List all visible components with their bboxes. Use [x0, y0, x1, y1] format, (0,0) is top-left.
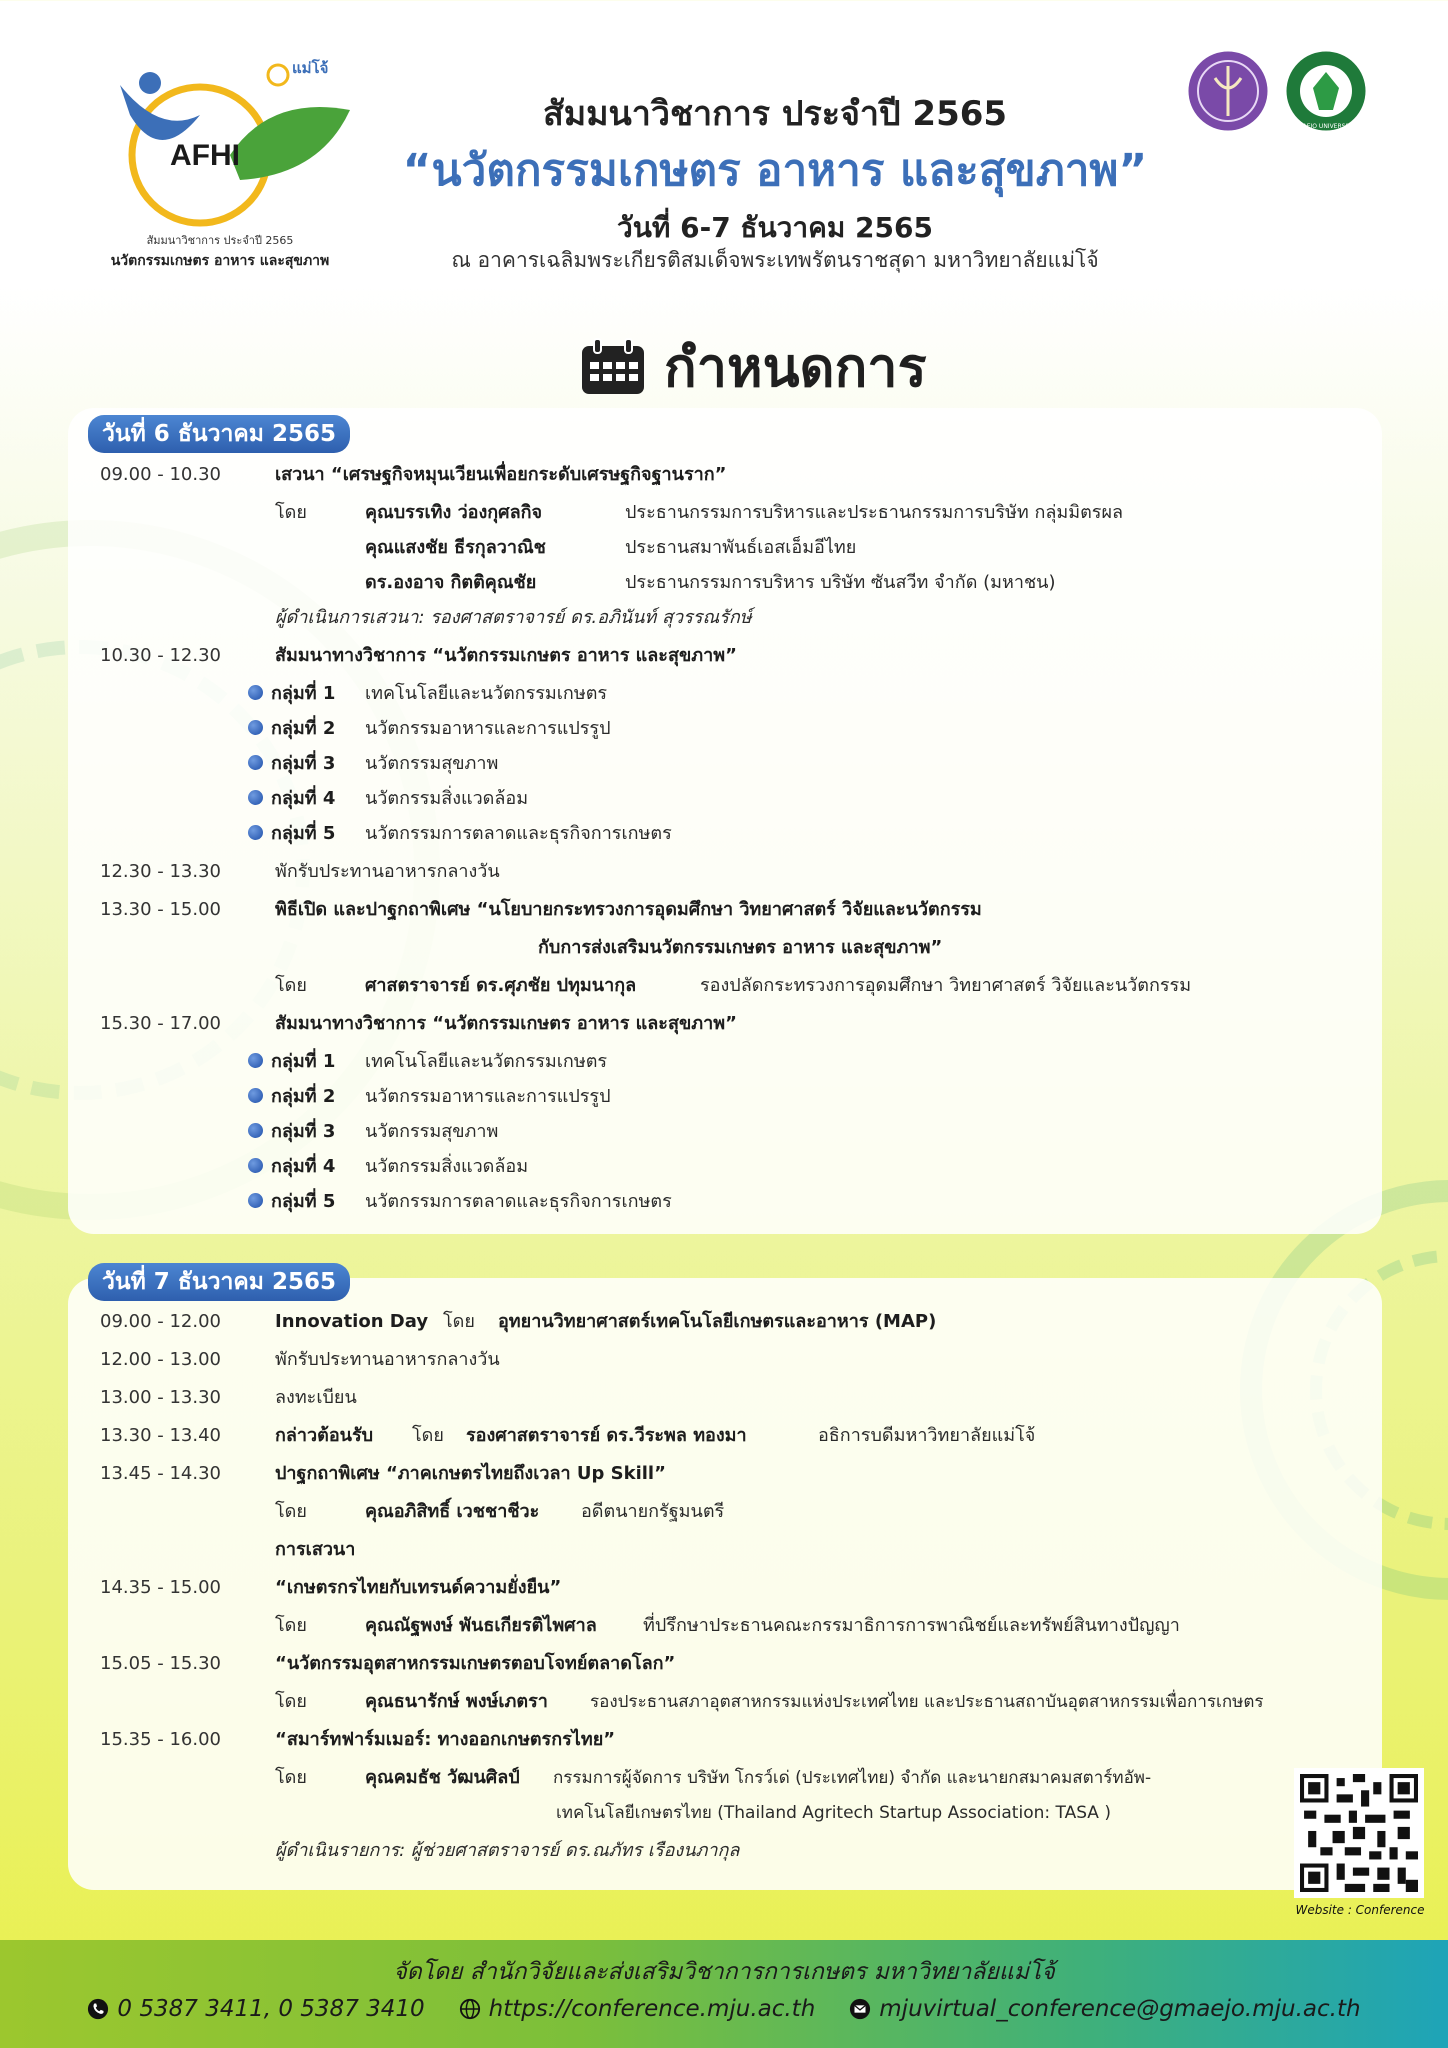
day1-session-panel-discussion — [100, 458, 1360, 492]
group-name: นวัตกรรมสิ่งแวดล้อม — [365, 788, 529, 809]
group-label: กลุ่มที่ 4 — [271, 788, 336, 809]
moderator: ผู้ดำเนินการเสวนา: รองศาสตราจารย์ ดร.อภินันท์ สุวรรณรักษ์ — [275, 607, 752, 628]
session-title: ลงทะเบียน — [275, 1387, 357, 1408]
group-item — [100, 817, 1360, 851]
time: 12.00 - 13.00 — [100, 1349, 221, 1370]
qr-caption: Website : Conference — [1295, 1903, 1425, 1917]
speaker-name: คุณแสงชัย ธีรกุลวาณิช — [365, 537, 546, 558]
speaker-row — [100, 496, 1360, 530]
time: 13.30 - 15.00 — [100, 899, 221, 920]
time: 13.00 - 13.30 — [100, 1387, 221, 1408]
time: 13.45 - 14.30 — [100, 1463, 221, 1484]
group-name: เทคโนโลยีและนวัตกรรมเกษตร — [365, 683, 608, 704]
day2-badge: วันที่ 7 ธันวาคม 2565 — [88, 1263, 350, 1301]
footer-organizer: จัดโดย สำนักวิจัยและส่งเสริมวิชาการการเกษตร มหาวิทยาลัยแม่โจ้ — [393, 1959, 1055, 1985]
seal-text: MAEJO UNIVERSITY — [1297, 123, 1355, 130]
group-label: กลุ่มที่ 2 — [271, 1086, 336, 1107]
by-label: โดย — [275, 1767, 307, 1788]
panel-discussion-label-row — [100, 1533, 1360, 1567]
group-item — [100, 747, 1360, 781]
group-name: นวัตกรรมอาหารและการแปรรูป — [365, 718, 611, 739]
by-label: โดย — [275, 1615, 307, 1636]
group-label: กลุ่มที่ 2 — [271, 718, 336, 739]
speaker-name: คุณคมธัช วัฒนศิลป์ — [365, 1767, 520, 1788]
moderator-row — [100, 1834, 1360, 1868]
logo-text: AFHI — [170, 139, 240, 172]
session-title: “เกษตรกรไทยกับเทรนด์ความยั่งยืน” — [275, 1577, 562, 1598]
group-item — [100, 1150, 1360, 1184]
speaker-row — [100, 969, 1360, 1003]
group-item — [100, 1080, 1360, 1114]
footer — [0, 1940, 1448, 2048]
bullet-icon — [248, 1088, 263, 1103]
globe-icon — [459, 1998, 481, 2020]
anniversary-text: แม่โจ้ — [292, 59, 329, 77]
speaker-role: อดีตนายกรัฐมนตรี — [581, 1501, 725, 1522]
day2-session-lunch — [100, 1343, 1360, 1377]
session-title: Innovation Day — [275, 1311, 429, 1332]
session-title-continued — [100, 931, 1360, 965]
group-label: กลุ่มที่ 1 — [271, 1051, 336, 1072]
by-label: โดย — [275, 502, 307, 523]
science-faculty-seal — [1185, 48, 1271, 134]
group-item — [100, 1185, 1360, 1219]
speaker-role-continued — [100, 1796, 1360, 1830]
time: 13.30 - 13.40 — [100, 1425, 221, 1446]
speaker-name: รองศาสตราจารย์ ดร.วีระพล ทองมา — [466, 1425, 747, 1446]
logo-caption-2: นวัตกรรมเกษตร อาหาร และสุขภาพ — [110, 253, 330, 269]
by-label: โดย — [275, 1501, 307, 1522]
day2-session-talk-2 — [100, 1647, 1360, 1681]
by-label: โดย — [275, 975, 307, 996]
group-label: กลุ่มที่ 1 — [271, 683, 336, 704]
speaker-row — [100, 566, 1360, 600]
email-icon — [849, 1998, 871, 2020]
session-detail: อุทยานวิทยาศาสตร์เทคโนโลยีเกษตรและอาหาร (MAP) — [498, 1311, 937, 1332]
time: 10.30 - 12.30 — [100, 645, 221, 666]
time: 09.00 - 10.30 — [100, 464, 221, 485]
speaker-row — [100, 1495, 1360, 1529]
speaker-role-cont: เทคโนโลยีเกษตรไทย (Thailand Agritech Startup Association: TASA ) — [556, 1803, 1111, 1823]
seminar-title: สัมมนาวิชาการ ประจำปี 2565 — [542, 94, 1008, 134]
group-item — [100, 1045, 1360, 1079]
day2-session-talk-1 — [100, 1571, 1360, 1605]
panel-discussion-label: การเสวนา — [275, 1539, 356, 1560]
day2-session-talk-3 — [100, 1723, 1360, 1757]
by-label: โดย — [275, 1691, 307, 1712]
afhi-logo — [100, 55, 360, 235]
speaker-name: ดร.องอาจ กิตติคุณชัย — [365, 572, 537, 593]
time: 12.30 - 13.30 — [100, 861, 221, 882]
speaker-name: คุณบรรเทิง ว่องกุศลกิจ — [365, 502, 543, 523]
session-title: พักรับประทานอาหารกลางวัน — [275, 1349, 500, 1370]
group-item — [100, 712, 1360, 746]
day1-badge: วันที่ 6 ธันวาคม 2565 — [88, 415, 350, 453]
website-url: https://conference.mju.ac.th — [488, 1996, 816, 2022]
speaker-row — [100, 1761, 1360, 1795]
bullet-icon — [248, 825, 263, 840]
session-title: เสวนา “เศรษฐกิจหมุนเวียนเพื่อยกระดับเศรษฐกิจฐานราก” — [275, 464, 727, 485]
group-item — [100, 1115, 1360, 1149]
website-link[interactable] — [459, 1996, 816, 2022]
session-title: กล่าวต้อนรับ — [275, 1425, 374, 1446]
day2-session-keynote — [100, 1457, 1360, 1491]
group-name: นวัตกรรมอาหารและการแปรรูป — [365, 1086, 611, 1107]
session-title: พักรับประทานอาหารกลางวัน — [275, 861, 500, 882]
group-item — [100, 782, 1360, 816]
bullet-icon — [248, 1123, 263, 1138]
speaker-row — [100, 1685, 1360, 1719]
group-label: กลุ่มที่ 3 — [271, 1121, 336, 1142]
session-title: “นวัตกรรมอุตสาหกรรมเกษตรตอบโจทย์ตลาดโลก” — [275, 1653, 676, 1674]
bullet-icon — [248, 720, 263, 735]
group-label: กลุ่มที่ 4 — [271, 1156, 336, 1177]
bullet-icon — [248, 790, 263, 805]
speaker-name: คุณณัฐพงษ์ พันธเกียรติไพศาล — [365, 1615, 597, 1636]
moderator: ผู้ดำเนินรายการ: ผู้ช่วยศาสตราจารย์ ดร.ณภัทร เรืองนภากุล — [275, 1840, 740, 1861]
session-title: สัมมนาทางวิชาการ “นวัตกรรมเกษตร อาหาร และสุขภาพ” — [275, 645, 737, 666]
session-title-cont: กับการส่งเสริมนวัตกรรมเกษตร อาหาร และสุขภาพ” — [538, 937, 943, 958]
seminar-theme: “นวัตกรรมเกษตร อาหาร และสุขภาพ” — [402, 145, 1148, 196]
website-qr-code[interactable] — [1294, 1768, 1424, 1898]
session-title: พิธีเปิด และปาฐกถาพิเศษ “นโยบายกระทรวงการอุดมศึกษา วิทยาศาสตร์ วิจัยและนวัตกรรม — [275, 899, 982, 920]
seminar-venue: ณ อาคารเฉลิมพระเกียรติสมเด็จพระเทพรัตนราชสุดา มหาวิทยาลัยแม่โจ้ — [451, 248, 1099, 272]
group-name: นวัตกรรมสุขภาพ — [365, 753, 499, 774]
footer-contacts — [0, 1996, 1448, 2022]
moderator-row — [100, 601, 1360, 635]
speaker-role: รองปลัดกระทรวงการอุดมศึกษา วิทยาศาสตร์ วิจัยและนวัตกรรม — [700, 975, 1192, 996]
day2-session-registration — [100, 1381, 1360, 1415]
bullet-icon — [248, 1193, 263, 1208]
speaker-name: ศาสตราจารย์ ดร.ศุภชัย ปทุมนากุล — [365, 975, 637, 996]
speaker-row — [100, 531, 1360, 565]
day1-session-lunch — [100, 855, 1360, 889]
speaker-row — [100, 1609, 1360, 1643]
speaker-role: ประธานสมาพันธ์เอสเอ็มอีไทย — [625, 537, 857, 558]
day1-session-seminar-morning — [100, 639, 1360, 673]
speaker-role: กรรมการผู้จัดการ บริษัท โกรว์เด่ (ประเทศไทย) จำกัด และนายกสมาคมสตาร์ทอัพ- — [553, 1768, 1152, 1788]
logo-caption-1: สัมมนาวิชาการ ประจำปี 2565 — [146, 234, 294, 247]
by-label: โดย — [443, 1311, 475, 1332]
time: 15.35 - 16.00 — [100, 1729, 221, 1750]
calendar-icon — [580, 338, 646, 396]
bullet-icon — [248, 755, 263, 770]
day2-session-welcome — [100, 1419, 1360, 1453]
by-label: โดย — [412, 1425, 444, 1446]
bullet-icon — [248, 685, 263, 700]
phone-contact[interactable] — [87, 1996, 424, 2022]
group-label: กลุ่มที่ 5 — [271, 1191, 336, 1212]
group-label: กลุ่มที่ 5 — [271, 823, 336, 844]
qr-code-icon — [1300, 1774, 1418, 1892]
group-name: นวัตกรรมการตลาดและธุรกิจการเกษตร — [365, 823, 672, 844]
schedule-title: กำหนดการ — [664, 336, 927, 399]
seminar-date: วันที่ 6-7 ธันวาคม 2565 — [617, 211, 933, 244]
speaker-name: คุณธนารักษ์ พงษ์เภตรา — [365, 1691, 548, 1712]
day1-session-seminar-afternoon — [100, 1007, 1360, 1041]
time: 09.00 - 12.00 — [100, 1311, 221, 1332]
session-title: “สมาร์ทฟาร์มเมอร์: ทางออกเกษตรกรไทย” — [275, 1729, 616, 1750]
phone-number: 0 5387 3411, 0 5387 3410 — [117, 1996, 425, 2022]
bullet-icon — [248, 1158, 263, 1173]
speaker-role: ประธานกรรมการบริหารและประธานกรรมการบริษัท กลุ่มมิตรผล — [625, 502, 1124, 523]
group-name: เทคโนโลยีและนวัตกรรมเกษตร — [365, 1051, 608, 1072]
session-title: สัมมนาทางวิชาการ “นวัตกรรมเกษตร อาหาร และสุขภาพ” — [275, 1013, 737, 1034]
day2-session-innovation-day — [100, 1305, 1360, 1339]
schedule-heading — [580, 332, 927, 402]
session-title: ปาฐกถาพิเศษ “ภาคเกษตรไทยถึงเวลา Up Skill” — [275, 1463, 666, 1484]
phone-icon — [87, 1998, 109, 2020]
speaker-role: รองประธานสภาอุตสาหกรรมแห่งประเทศไทย และประธานสถาบันอุตสาหกรรมเพื่อการเกษตร — [590, 1692, 1264, 1712]
group-label: กลุ่มที่ 3 — [271, 753, 336, 774]
speaker-role: ที่ปรึกษาประธานคณะกรรมาธิการการพาณิชย์และทรัพย์สินทางปัญญา — [643, 1615, 1180, 1636]
group-name: นวัตกรรมสุขภาพ — [365, 1121, 499, 1142]
email-address: mjuvirtual_conference@gmaejo.mju.ac.th — [879, 1996, 1361, 2022]
day1-session-opening — [100, 893, 1360, 927]
speaker-role: อธิการบดีมหาวิทยาลัยแม่โจ้ — [818, 1425, 1036, 1446]
time: 15.05 - 15.30 — [100, 1653, 221, 1674]
speaker-role: ประธานกรรมการบริหาร บริษัท ซันสวีท จำกัด (มหาชน) — [625, 572, 1056, 593]
speaker-name: คุณอภิสิทธิ์ เวชชาชีวะ — [365, 1501, 540, 1522]
group-name: นวัตกรรมการตลาดและธุรกิจการเกษตร — [365, 1191, 672, 1212]
group-item — [100, 677, 1360, 711]
maejo-university-seal — [1283, 48, 1369, 134]
time: 15.30 - 17.00 — [100, 1013, 221, 1034]
email-link[interactable] — [849, 1996, 1360, 2022]
group-name: นวัตกรรมสิ่งแวดล้อม — [365, 1156, 529, 1177]
time: 14.35 - 15.00 — [100, 1577, 221, 1598]
bullet-icon — [248, 1053, 263, 1068]
